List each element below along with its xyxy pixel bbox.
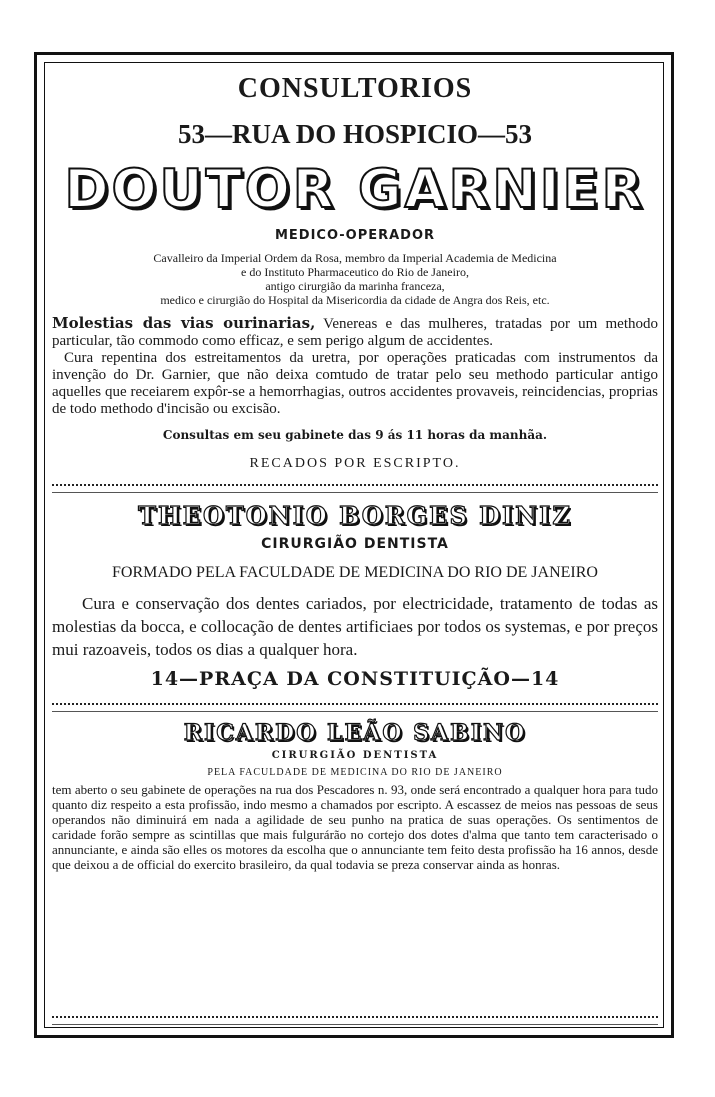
- dentist-address: 14—PRAÇA DA CONSTITUIÇÃO—14: [150, 668, 560, 690]
- garnier-address: 53—RUA DO HOSPICIO—53: [177, 119, 533, 149]
- molestias-lead: Molestias das vias ourinarias,: [52, 314, 316, 332]
- section-divider: [52, 484, 658, 493]
- dentist-role: CIRURGIÃO DENTISTA: [261, 536, 449, 552]
- credentials-line-4: medico e cirurgião do Hospital da Misericordia da cidade de Angra dos Reis, etc.: [160, 293, 550, 307]
- credentials-line-1: Cavalleiro da Imperial Ordem da Rosa, membro da Imperial Academia de Medicina: [153, 251, 557, 265]
- dentist-formado: PELA FACULDADE DE MEDICINA DO RIO DE JANEIRO: [207, 767, 503, 778]
- consultation-hours: Consultas em seu gabinete das 9 ás 11 horas da manhãa.: [162, 428, 548, 442]
- molestias-paragraph: [52, 315, 658, 350]
- dentist-paragraph: tem aberto o seu gabinete de operações na rua dos Pescadores n. 93, onde será encontrado a qualquer hora para tudo quanto diz respeito a esta profissão, indo mesmo a chamados por escripto. A escassez de meios nas pessoas de seus operandos não diminuirá em nada a agilidade de seu punho na pratica de suas operações. Os sentimentos de caridade forão sempre as scintillas que mais fulgurárão no cortejo dos dotes d'alma que tanto tem caracterisado o annunciante, e ainda são elles os motores da escolha que o annunciante tem feito desta profissão ha 16 annos, desde que deixou a de official do exercito brasileiro, da qual todavia se preza conservar ainda as honras.: [52, 782, 658, 872]
- dentist-name: RICARDO LEÃO SABINO: [183, 720, 527, 746]
- credentials-line-2: e do Instituto Pharmaceutico do Rio de Janeiro,: [241, 265, 469, 279]
- bottom-divider: [52, 1016, 658, 1025]
- cura-paragraph: Cura repentina dos estreitamentos da uretra, por operações praticadas com instrumentos da invenção do Dr. Garnier, que não deixa comtudo de tratar pelo seu methodo particular antigo aquelles que receiarem expôr-se a hemorrhagias, outros accidentes provaveis, reincidencias, proprias de todo methodo d'incisão ou excisão.: [52, 350, 658, 417]
- section-divider: [52, 703, 658, 712]
- recados-line: RECADOS POR ESCRIPTO.: [249, 456, 461, 471]
- sabino-advertisement: [52, 720, 658, 872]
- doctor-name: DOUTOR GARNIER: [64, 159, 646, 220]
- advertisement-page: [52, 66, 658, 872]
- credentials-line-3: antigo cirurgião da marinha franceza,: [265, 279, 445, 293]
- dentist-paragraph: Cura e conservação dos dentes cariados, por electricidade, tratamento de todas as molestias da bocca, e collocação de dentes artificiaes por todos os systemas, e por preços mui razoaveis, todos os dias a qualquer hora.: [52, 594, 658, 659]
- dentist-role: CIRURGIÃO DENTISTA: [271, 750, 439, 761]
- garnier-advertisement: [52, 72, 658, 472]
- dentist-formado: FORMADO PELA FACULDADE DE MEDICINA DO RIO DE JANEIRO: [112, 564, 598, 581]
- dentist-name: THEOTONIO BORGES DINIZ: [138, 501, 572, 530]
- consultorios-heading: CONSULTORIOS: [237, 73, 473, 104]
- molestias-text: Venereas e das mulheres, tratadas por um methodo particular, tão commodo como efficaz, e sem perigo algum de accidentes.: [52, 316, 658, 349]
- diniz-advertisement: [52, 501, 658, 691]
- doctor-role: MEDICO-OPERADOR: [274, 228, 436, 243]
